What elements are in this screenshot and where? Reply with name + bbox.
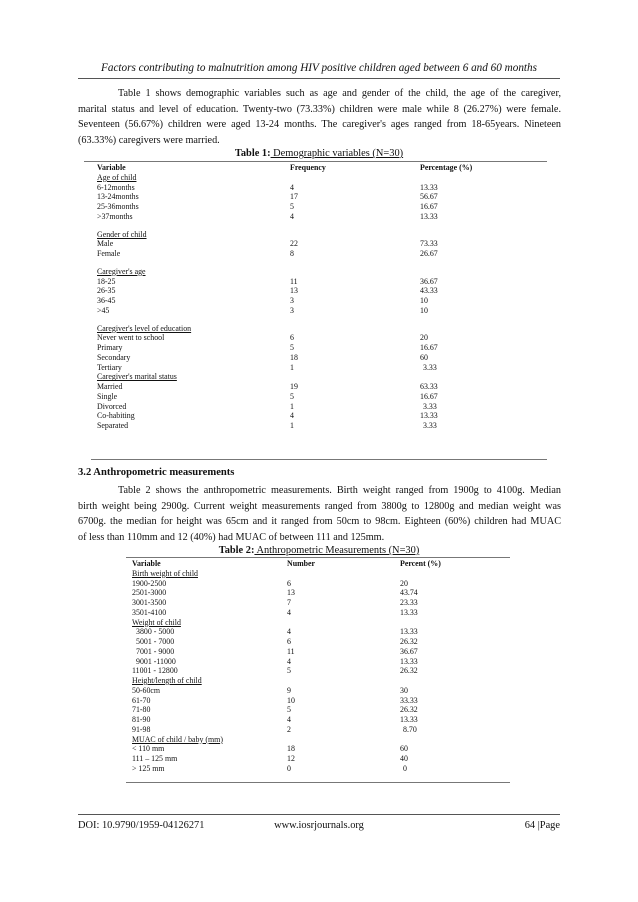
cell-count: 12 [287, 754, 295, 763]
column-header: Number [287, 559, 316, 568]
cell-count: 22 [290, 239, 298, 249]
cell-count: 5 [287, 666, 291, 676]
group-title: Age of child [97, 172, 137, 182]
group-spacer [97, 222, 547, 230]
cell-percent: 56.67 [420, 192, 438, 202]
table-row [97, 202, 547, 212]
cell-percent: 3.33 [423, 401, 437, 411]
section-heading: 3.2 Anthropometric measurements [78, 467, 235, 478]
cell-category: 2501-3000 [132, 588, 167, 598]
table-row [97, 382, 547, 392]
cell-category: 61-70 [132, 695, 151, 705]
column-header: Percent (%) [400, 559, 441, 568]
cell-count: 6 [287, 637, 291, 646]
cell-count: 4 [287, 607, 291, 617]
cell-category: 36-45 [97, 296, 116, 305]
table-row [97, 343, 547, 353]
cell-category: 13-24months [97, 192, 139, 202]
column-header: Variable [132, 559, 161, 568]
cell-count: 4 [287, 715, 291, 724]
cell-percent: 60 [400, 744, 408, 754]
table-row [132, 764, 510, 774]
header-rule [78, 78, 560, 79]
cell-count: 3 [290, 296, 294, 305]
table-row [97, 411, 547, 421]
group-title: Birth weight of child [132, 568, 198, 578]
cell-percent: 10 [420, 296, 428, 305]
cell-percent: 36.67 [420, 276, 438, 286]
cell-percent: 13.33 [400, 627, 418, 637]
cell-count: 1 [290, 362, 294, 372]
cell-category: 81-90 [132, 715, 151, 724]
table-row [132, 666, 510, 676]
cell-count: 18 [290, 352, 298, 362]
cell-category: 111 – 125 mm [132, 754, 178, 763]
cell-percent: 36.67 [400, 646, 418, 656]
table2-caption [0, 545, 638, 556]
cell-count: 8 [290, 249, 294, 258]
cell-percent: 26.32 [400, 666, 418, 676]
table-row [97, 306, 547, 316]
table2-caption-label: Table 2: [218, 545, 255, 556]
table-row [132, 588, 510, 598]
table1-caption [0, 148, 638, 159]
table2-caption-text: Anthropometric Measurements (N=30) [254, 545, 420, 556]
cell-category: 26-35 [97, 286, 116, 296]
group-title: Height/length of child [132, 676, 202, 685]
cell-category: 11001 - 12800 [132, 666, 178, 676]
group-spacer [97, 316, 547, 324]
group-title-row [132, 676, 510, 686]
paragraph-line: Table 1 shows demographic variables such as age and gender of the child, the age of the caregiver, [118, 88, 561, 99]
table-row [97, 333, 547, 343]
group-title-row [97, 372, 547, 382]
table-row [132, 627, 510, 637]
cell-category: Female [97, 249, 121, 258]
cell-count: 4 [287, 656, 291, 666]
group-title: MUAC of child / baby (mm) [132, 734, 223, 744]
cell-count: 9 [287, 685, 291, 695]
table-row [132, 705, 510, 715]
cell-percent: 63.33 [420, 382, 438, 391]
table-row [132, 647, 510, 657]
cell-percent: 20 [400, 578, 408, 588]
table1-caption-text: Demographic variables (N=30) [270, 148, 404, 159]
paragraph-line: Seventeen (56.67%) children were aged 13-24 months. The caregiver's ages ranged from 18-65years. Nineteen [78, 119, 561, 131]
table-header-row [132, 559, 510, 569]
table-row [97, 249, 547, 259]
group-title: Caregiver's level of education [97, 323, 192, 333]
cell-count: 13 [290, 286, 298, 296]
cell-category: 3800 - 5000 [136, 627, 175, 637]
cell-count: 2 [287, 724, 291, 734]
cell-percent: 8.70 [403, 724, 417, 734]
cell-category: 6-12months [97, 182, 135, 192]
cell-percent: 43.74 [400, 588, 418, 598]
table-row [132, 579, 510, 589]
cell-percent: 16.67 [420, 202, 438, 211]
cell-percent: 0 [403, 763, 407, 773]
cell-category: 5001 - 7000 [136, 637, 175, 646]
group-title-row [132, 735, 510, 745]
paragraph-line: marital status and level of education. Twenty-two (73.33%) children were male while 8 (26.27%) were female. [78, 103, 561, 115]
column-header: Percentage (%) [420, 163, 473, 172]
paragraph-table2-intro [78, 483, 561, 546]
paragraph-table1-intro [78, 86, 561, 149]
cell-category: 50-60cm [132, 685, 161, 695]
cell-percent: 13.33 [400, 656, 418, 666]
table2-bottom-rule [126, 782, 510, 783]
table-row [132, 725, 510, 735]
group-title: Weight of child [132, 617, 181, 627]
table-row [97, 286, 547, 296]
cell-percent: 43.33 [420, 286, 438, 296]
group-title-row [132, 618, 510, 628]
cell-percent: 13.33 [400, 607, 418, 617]
table-row [132, 637, 510, 647]
cell-count: 4 [290, 182, 294, 192]
cell-count: 4 [290, 411, 294, 421]
cell-category: Primary [97, 343, 123, 352]
paragraph-line: birth weight being 2900g. Current weight measurements ranged from 3800g to 12800g and median weight was [78, 500, 561, 512]
table-row [97, 353, 547, 363]
cell-percent: 20 [420, 333, 428, 343]
footer-rule [78, 814, 560, 815]
table1-bottom-rule [91, 459, 547, 460]
cell-count: 4 [290, 211, 294, 221]
cell-category: 3001-3500 [132, 598, 167, 607]
cell-count: 17 [290, 192, 298, 202]
cell-percent: 3.33 [423, 421, 437, 430]
cell-category: 9001 -11000 [136, 656, 176, 666]
cell-category: < 110 mm [132, 744, 165, 754]
table-row [97, 402, 547, 412]
cell-category: 71-80 [132, 705, 151, 715]
cell-percent: 16.67 [420, 343, 438, 352]
table1-top-rule [84, 161, 547, 162]
cell-count: 4 [287, 627, 291, 637]
cell-percent: 13.33 [420, 211, 438, 221]
paragraph-line: 6700g. the median for height was 65cm and it ranged from 50cm to 98cm. Eighteen (60%) children had MUAC [78, 516, 561, 528]
cell-category: Never went to school [97, 333, 165, 343]
group-title: Caregiver's age [97, 266, 146, 276]
cell-count: 11 [290, 276, 298, 286]
table-row [97, 212, 547, 222]
group-title: Caregiver's marital status [97, 372, 177, 382]
cell-category: Tertiary [97, 362, 122, 372]
footer-page-number: 64 |Page [524, 820, 560, 831]
cell-category: Co-habiting [97, 411, 135, 421]
table-row [97, 192, 547, 202]
cell-count: 5 [287, 705, 291, 715]
cell-category: Single [97, 391, 118, 401]
cell-category: 18-25 [97, 276, 116, 286]
cell-category: 91-98 [132, 724, 151, 734]
group-title-row [132, 569, 510, 579]
cell-percent: 26.32 [400, 705, 418, 715]
cell-count: 19 [290, 382, 298, 391]
table2 [132, 559, 510, 774]
cell-category: > 125 mm [132, 763, 165, 773]
cell-percent: 73.33 [420, 239, 438, 249]
cell-category: Separated [97, 421, 129, 430]
paragraph-line: (63.33%) caregivers were married. [78, 135, 220, 147]
cell-count: 0 [287, 763, 291, 773]
table-row [97, 392, 547, 402]
cell-count: 18 [287, 744, 295, 754]
table2-top-rule [126, 557, 510, 558]
cell-count: 5 [290, 343, 294, 352]
table-row [132, 608, 510, 618]
cell-count: 10 [287, 695, 295, 705]
table-row [97, 296, 547, 306]
cell-count: 3 [290, 305, 294, 315]
paragraph-line: of less than 110mm and 12 (40%) had MUAC of between 111 and 125mm. [78, 532, 385, 544]
cell-category: 3501-4100 [132, 607, 167, 617]
table-row [132, 657, 510, 667]
table-row [97, 363, 547, 373]
cell-category: 25-36months [97, 202, 139, 211]
group-title: Gender of child [97, 229, 147, 239]
cell-percent: 30 [400, 685, 408, 695]
table1 [97, 163, 547, 431]
cell-category: >45 [97, 305, 110, 315]
cell-category: 7001 - 9000 [136, 646, 175, 656]
cell-category: Divorced [97, 401, 127, 411]
cell-count: 5 [290, 202, 294, 211]
cell-category: >37months [97, 211, 133, 221]
cell-percent: 33.33 [400, 695, 418, 705]
cell-percent: 16.67 [420, 391, 438, 401]
cell-percent: 26.67 [420, 249, 438, 258]
table-row [97, 421, 547, 431]
table-row [132, 744, 510, 754]
table-row [97, 183, 547, 193]
cell-count: 5 [290, 391, 294, 401]
group-title-row [97, 173, 547, 183]
table-row [132, 754, 510, 764]
table-row [132, 598, 510, 608]
cell-count: 6 [290, 333, 294, 343]
table-row [132, 686, 510, 696]
group-title-row [97, 267, 547, 277]
table-row [132, 696, 510, 706]
running-header: Factors contributing to malnutrition among HIV positive children aged between 6 and 60 months [101, 62, 537, 74]
cell-category: Married [97, 382, 123, 391]
cell-category: 1900-2500 [132, 578, 167, 588]
footer-doi: DOI: 10.9790/1959-04126271 [78, 820, 205, 831]
table-header-row [97, 163, 547, 173]
cell-count: 1 [290, 401, 294, 411]
column-header: Frequency [290, 163, 326, 172]
group-spacer [97, 259, 547, 267]
cell-percent: 10 [420, 305, 428, 315]
cell-category: Male [97, 239, 114, 249]
cell-percent: 13.33 [420, 182, 438, 192]
cell-count: 7 [287, 598, 291, 607]
cell-category: Secondary [97, 352, 131, 362]
group-title-row [97, 324, 547, 334]
cell-percent: 26.32 [400, 637, 418, 646]
table-row [97, 277, 547, 287]
footer-website: www.iosrjournals.org [274, 820, 364, 831]
cell-percent: 60 [420, 352, 428, 362]
cell-count: 13 [287, 588, 295, 598]
column-header: Variable [97, 163, 126, 172]
cell-percent: 3.33 [423, 362, 437, 372]
table-row [132, 715, 510, 725]
cell-percent: 13.33 [420, 411, 438, 421]
cell-count: 6 [287, 578, 291, 588]
cell-percent: 13.33 [400, 715, 418, 724]
cell-count: 1 [290, 421, 294, 430]
table-row [97, 239, 547, 249]
table1-caption-label: Table 1: [234, 148, 271, 159]
group-title-row [97, 230, 547, 240]
cell-count: 11 [287, 646, 295, 656]
cell-percent: 23.33 [400, 598, 418, 607]
paragraph-line: Table 2 shows the anthropometric measurements. Birth weight ranged from 1900g to 4100g. Median [118, 485, 561, 496]
cell-percent: 40 [400, 754, 408, 763]
